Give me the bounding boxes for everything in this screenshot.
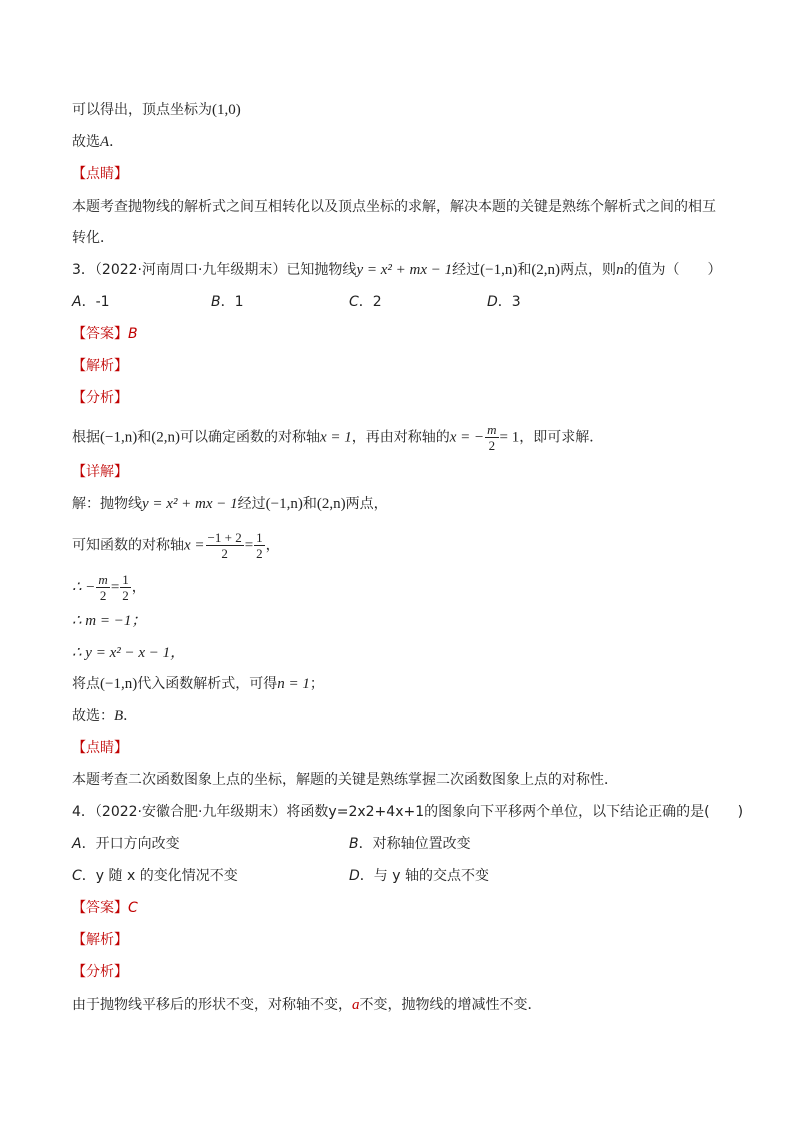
- option-text: ．1: [220, 294, 244, 310]
- sol-3-fraction-2: [120, 572, 131, 603]
- q3-fenxi-heading: 【分析】: [72, 390, 128, 406]
- q3-stem-c: 和: [517, 262, 532, 278]
- answer-value: B: [128, 326, 138, 342]
- q4-option-d: [349, 866, 489, 886]
- option-letter: D: [349, 868, 360, 884]
- q3-solution-line-4: ∴ m = −1；: [72, 613, 147, 629]
- q3-summary: 本题考查二次函数图象上点的坐标，解题的关键是熟练掌握二次函数图象上点的对称性．: [72, 772, 618, 788]
- sol-6-point: (−1,n): [100, 676, 138, 692]
- q3-stem-a: 3．（2022·河南周口·九年级期末）已知抛物线: [72, 262, 357, 278]
- vertex-math: (1,0): [212, 102, 241, 118]
- q4-option-a: [72, 834, 180, 854]
- option-text: ．3: [497, 294, 521, 310]
- analysis-d: ，再由对称轴的: [351, 429, 450, 446]
- answer-label: 【答案】: [72, 326, 128, 342]
- analysis-point-1: (−1,n): [100, 429, 138, 446]
- fraction-numerator: 1: [122, 572, 129, 587]
- q4-option-c: [72, 866, 238, 886]
- sol-1a: 解：抛物线: [72, 496, 142, 512]
- fraction-numerator: −1 + 2: [207, 530, 242, 545]
- prev-summary-line-1: 本题考查抛物线的解析式之间互相转化以及顶点坐标的求解，解决本题的关键是熟练个解析式之间的相互: [72, 199, 716, 215]
- sol-1d: 两点，: [345, 496, 388, 512]
- answer-letter: A: [100, 134, 110, 150]
- option-letter: C: [72, 868, 82, 884]
- sol-1c: 和: [302, 496, 317, 512]
- q3-option-b: [211, 292, 244, 312]
- option-letter: A: [72, 836, 82, 852]
- q3-option-c: [349, 292, 382, 312]
- answer-label: 【答案】: [72, 900, 128, 916]
- q4-analysis: [72, 995, 542, 1015]
- analysis-e: ，即可求解．: [519, 429, 604, 446]
- vertex-line: [72, 100, 241, 120]
- option-letter: B: [349, 836, 359, 852]
- q3-jiexi-heading: 【解析】: [72, 358, 128, 374]
- sol-3-end: ，: [131, 579, 146, 596]
- sol-3-eq: =: [110, 579, 120, 596]
- sol-1b: 经过: [237, 496, 266, 512]
- analysis-c: 可以确定函数的对称轴: [179, 429, 320, 446]
- sol-2-fraction-2: [254, 530, 265, 561]
- q3-dianjing-heading: 【点睛】: [72, 740, 128, 756]
- q3-stem-equation: y = x² + mx − 1: [356, 262, 453, 278]
- fraction-numerator: m: [487, 422, 497, 437]
- q3-solution-line-1: [72, 494, 388, 514]
- q3-n: n: [616, 262, 624, 278]
- sol-1-equation: y = x² + mx − 1: [142, 496, 238, 512]
- fraction-denominator: 2: [488, 438, 496, 453]
- option-text: ．-1: [81, 294, 110, 310]
- q3-xiangjie-heading: 【详解】: [72, 464, 128, 480]
- sol-2-fraction-1: [206, 530, 244, 561]
- option-letter: A: [72, 294, 82, 310]
- analysis-a-var: a: [352, 997, 360, 1013]
- q3-stem-b: 经过: [452, 262, 481, 278]
- answer-value: C: [128, 900, 138, 916]
- analysis-a: 由于抛物线平移后的形状不变，对称轴不变，: [72, 997, 352, 1013]
- q3-option-d: [487, 292, 521, 312]
- sol-2-eq: =: [244, 537, 254, 554]
- prev-answer-line: [72, 132, 123, 152]
- option-letter: D: [487, 294, 498, 310]
- option-text: ．2: [358, 294, 382, 310]
- fraction-denominator: 2: [221, 546, 228, 561]
- sol-6b: 代入函数解析式，可得: [137, 676, 278, 692]
- fraction-denominator: 2: [122, 588, 129, 603]
- option-text: ．对称轴位置改变: [358, 836, 471, 852]
- analysis-b: 和: [137, 429, 152, 446]
- q3-stem-e: 的值为（ ）: [623, 262, 722, 278]
- sol-2-end: ，: [265, 537, 280, 554]
- sol-7c: ．: [123, 708, 138, 724]
- fraction-numerator: m: [98, 572, 108, 587]
- sol-6c: ；: [309, 676, 324, 692]
- analysis-fraction: [485, 422, 498, 453]
- q4-jiexi-heading: 【解析】: [72, 932, 128, 948]
- analysis-point-2: (2,n): [151, 429, 180, 446]
- q3-solution-line-3: [72, 572, 146, 603]
- q3-stem-d: 两点，则: [560, 262, 617, 278]
- q4-answer: [72, 898, 138, 918]
- q4-stem: 4．（2022·安徽合肥·九年级期末）将函数y=2x2+4x+1的图象向下平移两个单位，以下结论正确的是( ): [72, 804, 744, 820]
- fraction-numerator: 1: [256, 530, 263, 545]
- option-text: ．y 随 x 的变化情况不变: [81, 868, 238, 884]
- sol-2-x: x =: [184, 537, 205, 554]
- answer-suffix: ．: [109, 134, 124, 150]
- option-letter: C: [349, 294, 359, 310]
- prev-summary-line-2: 转化．: [72, 230, 114, 246]
- q3-answer: [72, 324, 138, 344]
- fraction-denominator: 2: [256, 546, 263, 561]
- sol-6a: 将点: [72, 676, 100, 692]
- q3-point-2: (2,n): [531, 262, 561, 278]
- sol-3-fraction-1: [96, 572, 109, 603]
- analysis-a: 根据: [72, 429, 100, 446]
- option-text: ．开口方向改变: [81, 836, 180, 852]
- option-text: ．与 y 轴的交点不变: [359, 868, 489, 884]
- fraction-denominator: 2: [99, 588, 107, 603]
- option-letter: B: [211, 294, 221, 310]
- q3-point-1: (−1,n): [480, 262, 518, 278]
- analysis-b: 不变，抛物线的增减性不变．: [359, 997, 542, 1013]
- q3-solution-line-2: [72, 530, 280, 561]
- analysis-axis: x = 1: [319, 429, 352, 446]
- q3-analysis: [72, 422, 603, 453]
- q3-solution-line-6: [72, 674, 324, 694]
- sol-2a: 可知函数的对称轴: [72, 537, 184, 554]
- analysis-x-eq: x = −: [449, 429, 485, 446]
- sol-7a: 故选：: [72, 708, 114, 724]
- vertex-text: 可以得出，顶点坐标为: [72, 102, 212, 118]
- q3-option-a: [72, 292, 110, 312]
- answer-prefix: 故选: [72, 134, 100, 150]
- q3-stem: [72, 260, 722, 280]
- sol-3a: ∴ −: [72, 579, 96, 596]
- prev-dianjing-heading: 【点睛】: [72, 166, 128, 182]
- q3-solution-line-5: ∴ y = x² − x − 1，: [72, 645, 186, 661]
- sol-7-answer: B: [114, 708, 124, 724]
- sol-6-n: n = 1: [277, 676, 310, 692]
- q3-solution-line-7: [72, 706, 137, 726]
- analysis-eq-one: = 1: [499, 429, 520, 446]
- sol-1-point-2: (2,n): [316, 496, 346, 512]
- sol-1-point-1: (−1,n): [265, 496, 303, 512]
- q4-option-b: [349, 834, 471, 854]
- q4-fenxi-heading: 【分析】: [72, 964, 128, 980]
